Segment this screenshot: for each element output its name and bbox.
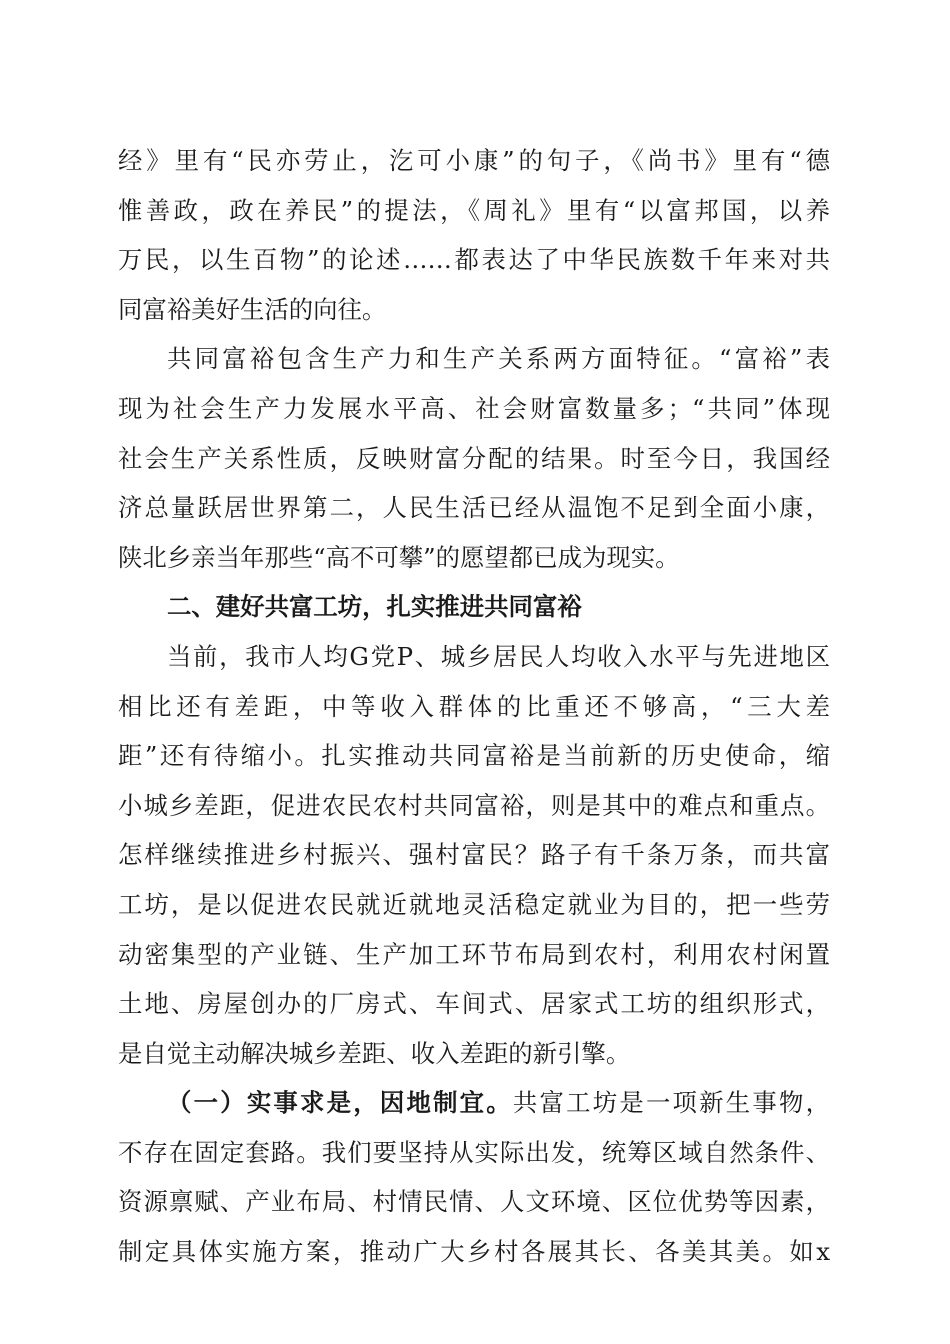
paragraph-4-line: 制定具体实施方案，推动广大乡村各展其长、各美其美。如x <box>118 1237 830 1267</box>
subsection-heading: （一）实事求是，因地制宜。 <box>167 1088 513 1118</box>
paragraph-4-line: 资源禀赋、产业布局、村情民情、人文环境、区位优势等因素， <box>118 1187 830 1217</box>
paragraph-3-line: 距”还有待缩小。扎实推动共同富裕是当前新的历史使命，缩 <box>118 741 830 771</box>
document-body <box>118 136 830 1277</box>
paragraph-3-line: 相比还有差距，中等收入群体的比重还不够高，“三大差 <box>118 691 830 721</box>
paragraph-2-line: 社会生产关系性质，反映财富分配的结果。时至今日，我国经 <box>118 443 830 473</box>
paragraph-3-line: 土地、房屋创办的厂房式、车间式、居家式工坊的组织形式， <box>118 989 830 1019</box>
paragraph-1-line: 经》里有“民亦劳止，汔可小康”的句子，《尚书》里有“德 <box>118 146 830 175</box>
paragraph-3-line: 小城乡差距，促进农民农村共同富裕，则是其中的难点和重点。 <box>118 790 830 820</box>
paragraph-1-line: 惟善政，政在养民”的提法，《周礼》里有“以富邦国，以养 <box>118 195 830 225</box>
paragraph-3-line: 是自觉主动解决城乡差距、收入差距的新引擎。 <box>118 1038 631 1068</box>
paragraph-1-line: 同富裕美好生活的向往。 <box>118 294 387 324</box>
paragraph-3-line: 工坊，是以促进农民就近就地灵活稳定就业为目的，把一些劳 <box>118 889 830 919</box>
paragraph-3-line: 当前，我市人均G党P、城乡居民人均收入水平与先进地区 <box>167 641 830 671</box>
paragraph-3-line: 怎样继续推进乡村振兴、强村富民？路子有千条万条，而共富 <box>118 840 830 870</box>
paragraph-4-lead-text: 共富工坊是一项新生事物， <box>512 1088 830 1118</box>
paragraph-2-line: 共同富裕包含生产力和生产关系两方面特征。“富裕”表 <box>167 344 830 374</box>
paragraph-2-line: 现为社会生产力发展水平高、社会财富数量多；“共同”体现 <box>118 393 830 423</box>
section-heading: 二、建好共富工坊，扎实推进共同富裕 <box>167 592 582 622</box>
paragraph-3-line: 动密集型的产业链、生产加工环节布局到农村，利用农村闲置 <box>118 939 830 969</box>
paragraph-4-first-line <box>118 1078 830 1128</box>
paragraph-2-line: 陕北乡亲当年那些“高不可攀”的愿望都已成为现实。 <box>118 542 680 572</box>
paragraph-2-line: 济总量跃居世界第二，人民生活已经从温饱不足到全面小康， <box>118 493 830 523</box>
paragraph-1-line: 万民，以生百物”的论述……都表达了中华民族数千年来对共 <box>118 245 830 275</box>
paragraph-4-line: 不存在固定套路。我们要坚持从实际出发，统筹区域自然条件、 <box>118 1137 830 1167</box>
